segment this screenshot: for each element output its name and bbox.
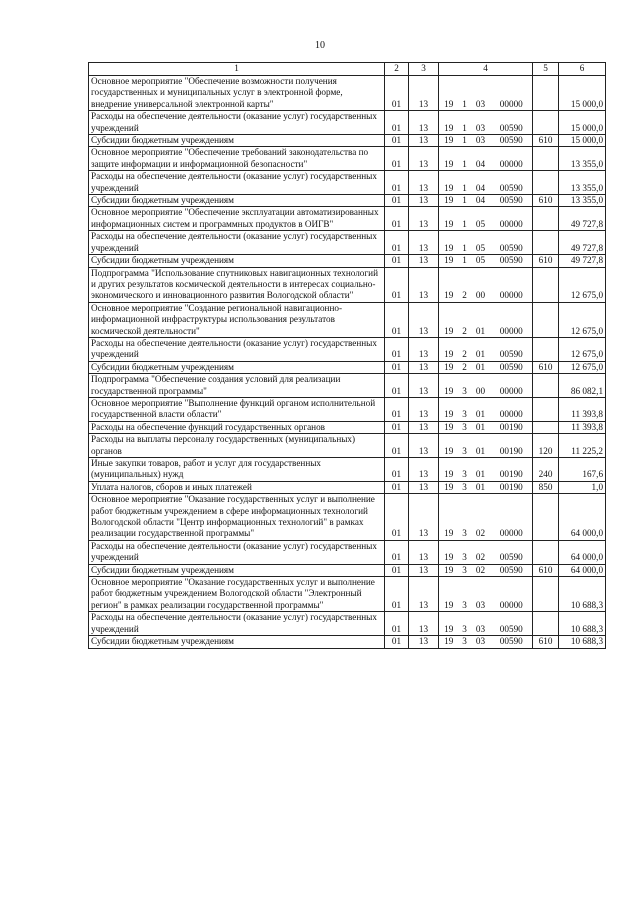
section-code: 01 <box>385 494 409 541</box>
table-row <box>89 231 606 255</box>
amount: 10 688,3 <box>559 612 606 636</box>
table-row <box>89 267 606 302</box>
subsection-code: 13 <box>409 337 439 361</box>
row-name: Основное мероприятие "Оказание государственных услуг и выполнение работ бюджетным учреждением Вологодской области "Электронный регион" в рамках реализации государственной программы" <box>89 577 385 612</box>
program-code: 19 <box>439 337 459 361</box>
expense-type-code: 610 <box>533 361 559 373</box>
expense-type-code: 610 <box>533 636 559 648</box>
subprogram-code: 2 <box>459 361 471 373</box>
activity-code: 00 <box>471 374 491 398</box>
activity-code: 00 <box>471 267 491 302</box>
amount: 12 675,0 <box>559 361 606 373</box>
table-row <box>89 207 606 231</box>
program-code: 19 <box>439 302 459 337</box>
amount: 49 727,8 <box>559 207 606 231</box>
expense-type-code <box>533 76 559 111</box>
activity-code: 01 <box>471 458 491 482</box>
activity-code: 05 <box>471 255 491 267</box>
expense-type-code <box>533 171 559 195</box>
table-row <box>89 361 606 373</box>
direction-code: 00000 <box>491 207 533 231</box>
row-name: Расходы на выплаты персоналу государственных (муниципальных) органов <box>89 434 385 458</box>
program-code: 19 <box>439 111 459 135</box>
subprogram-code: 3 <box>459 612 471 636</box>
program-code: 19 <box>439 564 459 576</box>
row-name: Основное мероприятие "Обеспечение требований законодательства по защите информации и информационной безопасности" <box>89 147 385 171</box>
budget-table <box>88 62 606 649</box>
row-name: Основное мероприятие "Обеспечение эксплуатации автоматизированных информационных систем и программных продуктов в ОИГВ" <box>89 207 385 231</box>
table-row <box>89 195 606 207</box>
row-name: Расходы на обеспечение деятельности (оказание услуг) государственных учреждений <box>89 111 385 135</box>
row-name: Основное мероприятие "Обеспечение возможности получения государственных и муниципальных услуг в электронной форме, внедрение универсальной электронной карты" <box>89 76 385 111</box>
activity-code: 03 <box>471 135 491 147</box>
subprogram-code: 3 <box>459 434 471 458</box>
section-code: 01 <box>385 421 409 433</box>
expense-type-code: 610 <box>533 195 559 207</box>
subsection-code: 13 <box>409 397 439 421</box>
direction-code: 00000 <box>491 267 533 302</box>
subsection-code: 13 <box>409 421 439 433</box>
expense-type-code <box>533 494 559 541</box>
table-row <box>89 458 606 482</box>
direction-code: 00590 <box>491 636 533 648</box>
row-name: Субсидии бюджетным учреждениям <box>89 361 385 373</box>
subsection-code: 13 <box>409 636 439 648</box>
section-code: 01 <box>385 434 409 458</box>
direction-code: 00000 <box>491 397 533 421</box>
program-code: 19 <box>439 397 459 421</box>
table-row <box>89 421 606 433</box>
activity-code: 03 <box>471 76 491 111</box>
expense-type-code <box>533 421 559 433</box>
program-code: 19 <box>439 636 459 648</box>
amount: 12 675,0 <box>559 302 606 337</box>
direction-code: 00190 <box>491 458 533 482</box>
subprogram-code: 3 <box>459 494 471 541</box>
expense-type-code <box>533 267 559 302</box>
subsection-code: 13 <box>409 267 439 302</box>
activity-code: 01 <box>471 337 491 361</box>
direction-code: 00590 <box>491 111 533 135</box>
amount: 13 355,0 <box>559 195 606 207</box>
subprogram-code: 1 <box>459 255 471 267</box>
subsection-code: 13 <box>409 255 439 267</box>
row-name: Расходы на обеспечение деятельности (оказание услуг) государственных учреждений <box>89 337 385 361</box>
section-code: 01 <box>385 207 409 231</box>
expense-type-code: 610 <box>533 255 559 267</box>
subsection-code: 13 <box>409 481 439 493</box>
subsection-code: 13 <box>409 577 439 612</box>
column-header-2: 2 <box>385 63 409 76</box>
direction-code: 00590 <box>491 135 533 147</box>
expense-type-code <box>533 147 559 171</box>
activity-code: 03 <box>471 612 491 636</box>
row-name: Подпрограмма "Обеспечение создания условий для реализации государственной программы" <box>89 374 385 398</box>
direction-code: 00000 <box>491 147 533 171</box>
program-code: 19 <box>439 195 459 207</box>
table-row <box>89 481 606 493</box>
row-name: Основное мероприятие "Оказание государственных услуг и выполнение работ бюджетным учреждением в сфере информационных технологий Вологодской области "Центр информационных технологий" в рамках реализации государственной программы" <box>89 494 385 541</box>
amount: 11 225,2 <box>559 434 606 458</box>
subsection-code: 13 <box>409 458 439 482</box>
program-code: 19 <box>439 577 459 612</box>
section-code: 01 <box>385 231 409 255</box>
direction-code: 00590 <box>491 255 533 267</box>
table-row <box>89 397 606 421</box>
table-row <box>89 577 606 612</box>
subsection-code: 13 <box>409 434 439 458</box>
subprogram-code: 1 <box>459 231 471 255</box>
subsection-code: 13 <box>409 207 439 231</box>
activity-code: 01 <box>471 361 491 373</box>
amount: 64 000,0 <box>559 494 606 541</box>
table-row <box>89 302 606 337</box>
subsection-code: 13 <box>409 612 439 636</box>
direction-code: 00190 <box>491 421 533 433</box>
direction-code: 00000 <box>491 577 533 612</box>
header-row <box>89 63 606 76</box>
section-code: 01 <box>385 636 409 648</box>
amount: 167,6 <box>559 458 606 482</box>
program-code: 19 <box>439 434 459 458</box>
activity-code: 02 <box>471 540 491 564</box>
column-header-3: 3 <box>409 63 439 76</box>
subprogram-code: 1 <box>459 135 471 147</box>
table-row <box>89 564 606 576</box>
expense-type-code <box>533 302 559 337</box>
section-code: 01 <box>385 458 409 482</box>
direction-code: 00000 <box>491 302 533 337</box>
section-code: 01 <box>385 564 409 576</box>
direction-code: 00590 <box>491 337 533 361</box>
table-row <box>89 636 606 648</box>
section-code: 01 <box>385 267 409 302</box>
section-code: 01 <box>385 76 409 111</box>
subsection-code: 13 <box>409 147 439 171</box>
direction-code: 00000 <box>491 374 533 398</box>
table-row <box>89 540 606 564</box>
expense-type-code <box>533 612 559 636</box>
section-code: 01 <box>385 612 409 636</box>
column-header-5: 5 <box>533 63 559 76</box>
table-row <box>89 255 606 267</box>
subprogram-code: 1 <box>459 76 471 111</box>
row-name: Субсидии бюджетным учреждениям <box>89 135 385 147</box>
table-row <box>89 374 606 398</box>
table-row <box>89 612 606 636</box>
expense-type-code: 120 <box>533 434 559 458</box>
subprogram-code: 3 <box>459 374 471 398</box>
subprogram-code: 2 <box>459 267 471 302</box>
amount: 49 727,8 <box>559 255 606 267</box>
expense-type-code: 850 <box>533 481 559 493</box>
expense-type-code <box>533 111 559 135</box>
subsection-code: 13 <box>409 302 439 337</box>
expense-type-code <box>533 577 559 612</box>
activity-code: 01 <box>471 434 491 458</box>
row-name: Расходы на обеспечение деятельности (оказание услуг) государственных учреждений <box>89 231 385 255</box>
activity-code: 04 <box>471 195 491 207</box>
program-code: 19 <box>439 231 459 255</box>
amount: 13 355,0 <box>559 147 606 171</box>
direction-code: 00590 <box>491 195 533 207</box>
subprogram-code: 3 <box>459 577 471 612</box>
amount: 86 082,1 <box>559 374 606 398</box>
section-code: 01 <box>385 147 409 171</box>
subsection-code: 13 <box>409 374 439 398</box>
amount: 10 688,3 <box>559 636 606 648</box>
subsection-code: 13 <box>409 231 439 255</box>
amount: 13 355,0 <box>559 171 606 195</box>
expense-type-code: 610 <box>533 564 559 576</box>
amount: 12 675,0 <box>559 267 606 302</box>
activity-code: 01 <box>471 421 491 433</box>
program-code: 19 <box>439 255 459 267</box>
section-code: 01 <box>385 577 409 612</box>
table-row <box>89 111 606 135</box>
subsection-code: 13 <box>409 361 439 373</box>
section-code: 01 <box>385 374 409 398</box>
subsection-code: 13 <box>409 494 439 541</box>
direction-code: 00590 <box>491 540 533 564</box>
row-name: Уплата налогов, сборов и иных платежей <box>89 481 385 493</box>
section-code: 01 <box>385 171 409 195</box>
column-header-6: 6 <box>559 63 606 76</box>
row-name: Субсидии бюджетным учреждениям <box>89 564 385 576</box>
subprogram-code: 1 <box>459 195 471 207</box>
page-number: 10 <box>315 40 325 51</box>
row-name: Субсидии бюджетным учреждениям <box>89 195 385 207</box>
program-code: 19 <box>439 267 459 302</box>
program-code: 19 <box>439 207 459 231</box>
table-row <box>89 135 606 147</box>
subprogram-code: 1 <box>459 171 471 195</box>
subsection-code: 13 <box>409 564 439 576</box>
subprogram-code: 3 <box>459 540 471 564</box>
subprogram-code: 3 <box>459 636 471 648</box>
program-code: 19 <box>439 612 459 636</box>
amount: 1,0 <box>559 481 606 493</box>
subsection-code: 13 <box>409 135 439 147</box>
amount: 11 393,8 <box>559 421 606 433</box>
subprogram-code: 3 <box>459 481 471 493</box>
table-row <box>89 434 606 458</box>
section-code: 01 <box>385 302 409 337</box>
subsection-code: 13 <box>409 111 439 135</box>
row-name: Расходы на обеспечение функций государственных органов <box>89 421 385 433</box>
table-row <box>89 494 606 541</box>
section-code: 01 <box>385 481 409 493</box>
activity-code: 03 <box>471 577 491 612</box>
amount: 49 727,8 <box>559 231 606 255</box>
program-code: 19 <box>439 361 459 373</box>
row-name: Расходы на обеспечение деятельности (оказание услуг) государственных учреждений <box>89 612 385 636</box>
activity-code: 04 <box>471 171 491 195</box>
expense-type-code: 240 <box>533 458 559 482</box>
direction-code: 00590 <box>491 231 533 255</box>
direction-code: 00590 <box>491 564 533 576</box>
direction-code: 00000 <box>491 76 533 111</box>
program-code: 19 <box>439 171 459 195</box>
subprogram-code: 3 <box>459 564 471 576</box>
section-code: 01 <box>385 397 409 421</box>
amount: 64 000,0 <box>559 564 606 576</box>
section-code: 01 <box>385 361 409 373</box>
program-code: 19 <box>439 421 459 433</box>
column-header-1: 1 <box>89 63 385 76</box>
expense-type-code <box>533 207 559 231</box>
subprogram-code: 3 <box>459 397 471 421</box>
expense-type-code <box>533 337 559 361</box>
amount: 15 000,0 <box>559 135 606 147</box>
subprogram-code: 3 <box>459 421 471 433</box>
section-code: 01 <box>385 111 409 135</box>
table-row <box>89 76 606 111</box>
amount: 64 000,0 <box>559 540 606 564</box>
program-code: 19 <box>439 481 459 493</box>
subprogram-code: 1 <box>459 111 471 135</box>
amount: 15 000,0 <box>559 76 606 111</box>
subsection-code: 13 <box>409 540 439 564</box>
activity-code: 01 <box>471 481 491 493</box>
section-code: 01 <box>385 337 409 361</box>
section-code: 01 <box>385 540 409 564</box>
direction-code: 00190 <box>491 481 533 493</box>
row-name: Расходы на обеспечение деятельности (оказание услуг) государственных учреждений <box>89 171 385 195</box>
program-code: 19 <box>439 135 459 147</box>
amount: 10 688,3 <box>559 577 606 612</box>
row-name: Подпрограмма "Использование спутниковых навигационных технологий и других результатов космической деятельности в интересах социально-экономического и инновационного развития Вологодской области" <box>89 267 385 302</box>
direction-code: 00000 <box>491 494 533 541</box>
direction-code: 00190 <box>491 434 533 458</box>
subsection-code: 13 <box>409 195 439 207</box>
section-code: 01 <box>385 135 409 147</box>
activity-code: 02 <box>471 564 491 576</box>
expense-type-code: 610 <box>533 135 559 147</box>
expense-type-code <box>533 397 559 421</box>
subsection-code: 13 <box>409 171 439 195</box>
row-name: Основное мероприятие "Выполнение функций органом исполнительной государственной власти области" <box>89 397 385 421</box>
activity-code: 02 <box>471 494 491 541</box>
table-row <box>89 337 606 361</box>
activity-code: 03 <box>471 111 491 135</box>
subprogram-code: 3 <box>459 458 471 482</box>
activity-code: 01 <box>471 302 491 337</box>
amount: 11 393,8 <box>559 397 606 421</box>
program-code: 19 <box>439 147 459 171</box>
program-code: 19 <box>439 374 459 398</box>
activity-code: 01 <box>471 397 491 421</box>
row-name: Субсидии бюджетным учреждениям <box>89 255 385 267</box>
subsection-code: 13 <box>409 76 439 111</box>
direction-code: 00590 <box>491 171 533 195</box>
row-name: Расходы на обеспечение деятельности (оказание услуг) государственных учреждений <box>89 540 385 564</box>
activity-code: 05 <box>471 207 491 231</box>
activity-code: 05 <box>471 231 491 255</box>
activity-code: 03 <box>471 636 491 648</box>
amount: 15 000,0 <box>559 111 606 135</box>
table-row <box>89 171 606 195</box>
direction-code: 00590 <box>491 612 533 636</box>
subprogram-code: 2 <box>459 337 471 361</box>
subprogram-code: 1 <box>459 207 471 231</box>
column-header-4: 4 <box>439 63 533 76</box>
subprogram-code: 1 <box>459 147 471 171</box>
direction-code: 00590 <box>491 361 533 373</box>
expense-type-code <box>533 231 559 255</box>
program-code: 19 <box>439 540 459 564</box>
program-code: 19 <box>439 494 459 541</box>
section-code: 01 <box>385 195 409 207</box>
row-name: Иные закупки товаров, работ и услуг для государственных (муниципальных) нужд <box>89 458 385 482</box>
program-code: 19 <box>439 76 459 111</box>
expense-type-code <box>533 374 559 398</box>
table-row <box>89 147 606 171</box>
program-code: 19 <box>439 458 459 482</box>
row-name: Субсидии бюджетным учреждениям <box>89 636 385 648</box>
expense-type-code <box>533 540 559 564</box>
activity-code: 04 <box>471 147 491 171</box>
row-name: Основное мероприятие "Создание региональной навигационно-информационной инфраструктуры использования результатов космической деятельности" <box>89 302 385 337</box>
section-code: 01 <box>385 255 409 267</box>
amount: 12 675,0 <box>559 337 606 361</box>
subprogram-code: 2 <box>459 302 471 337</box>
